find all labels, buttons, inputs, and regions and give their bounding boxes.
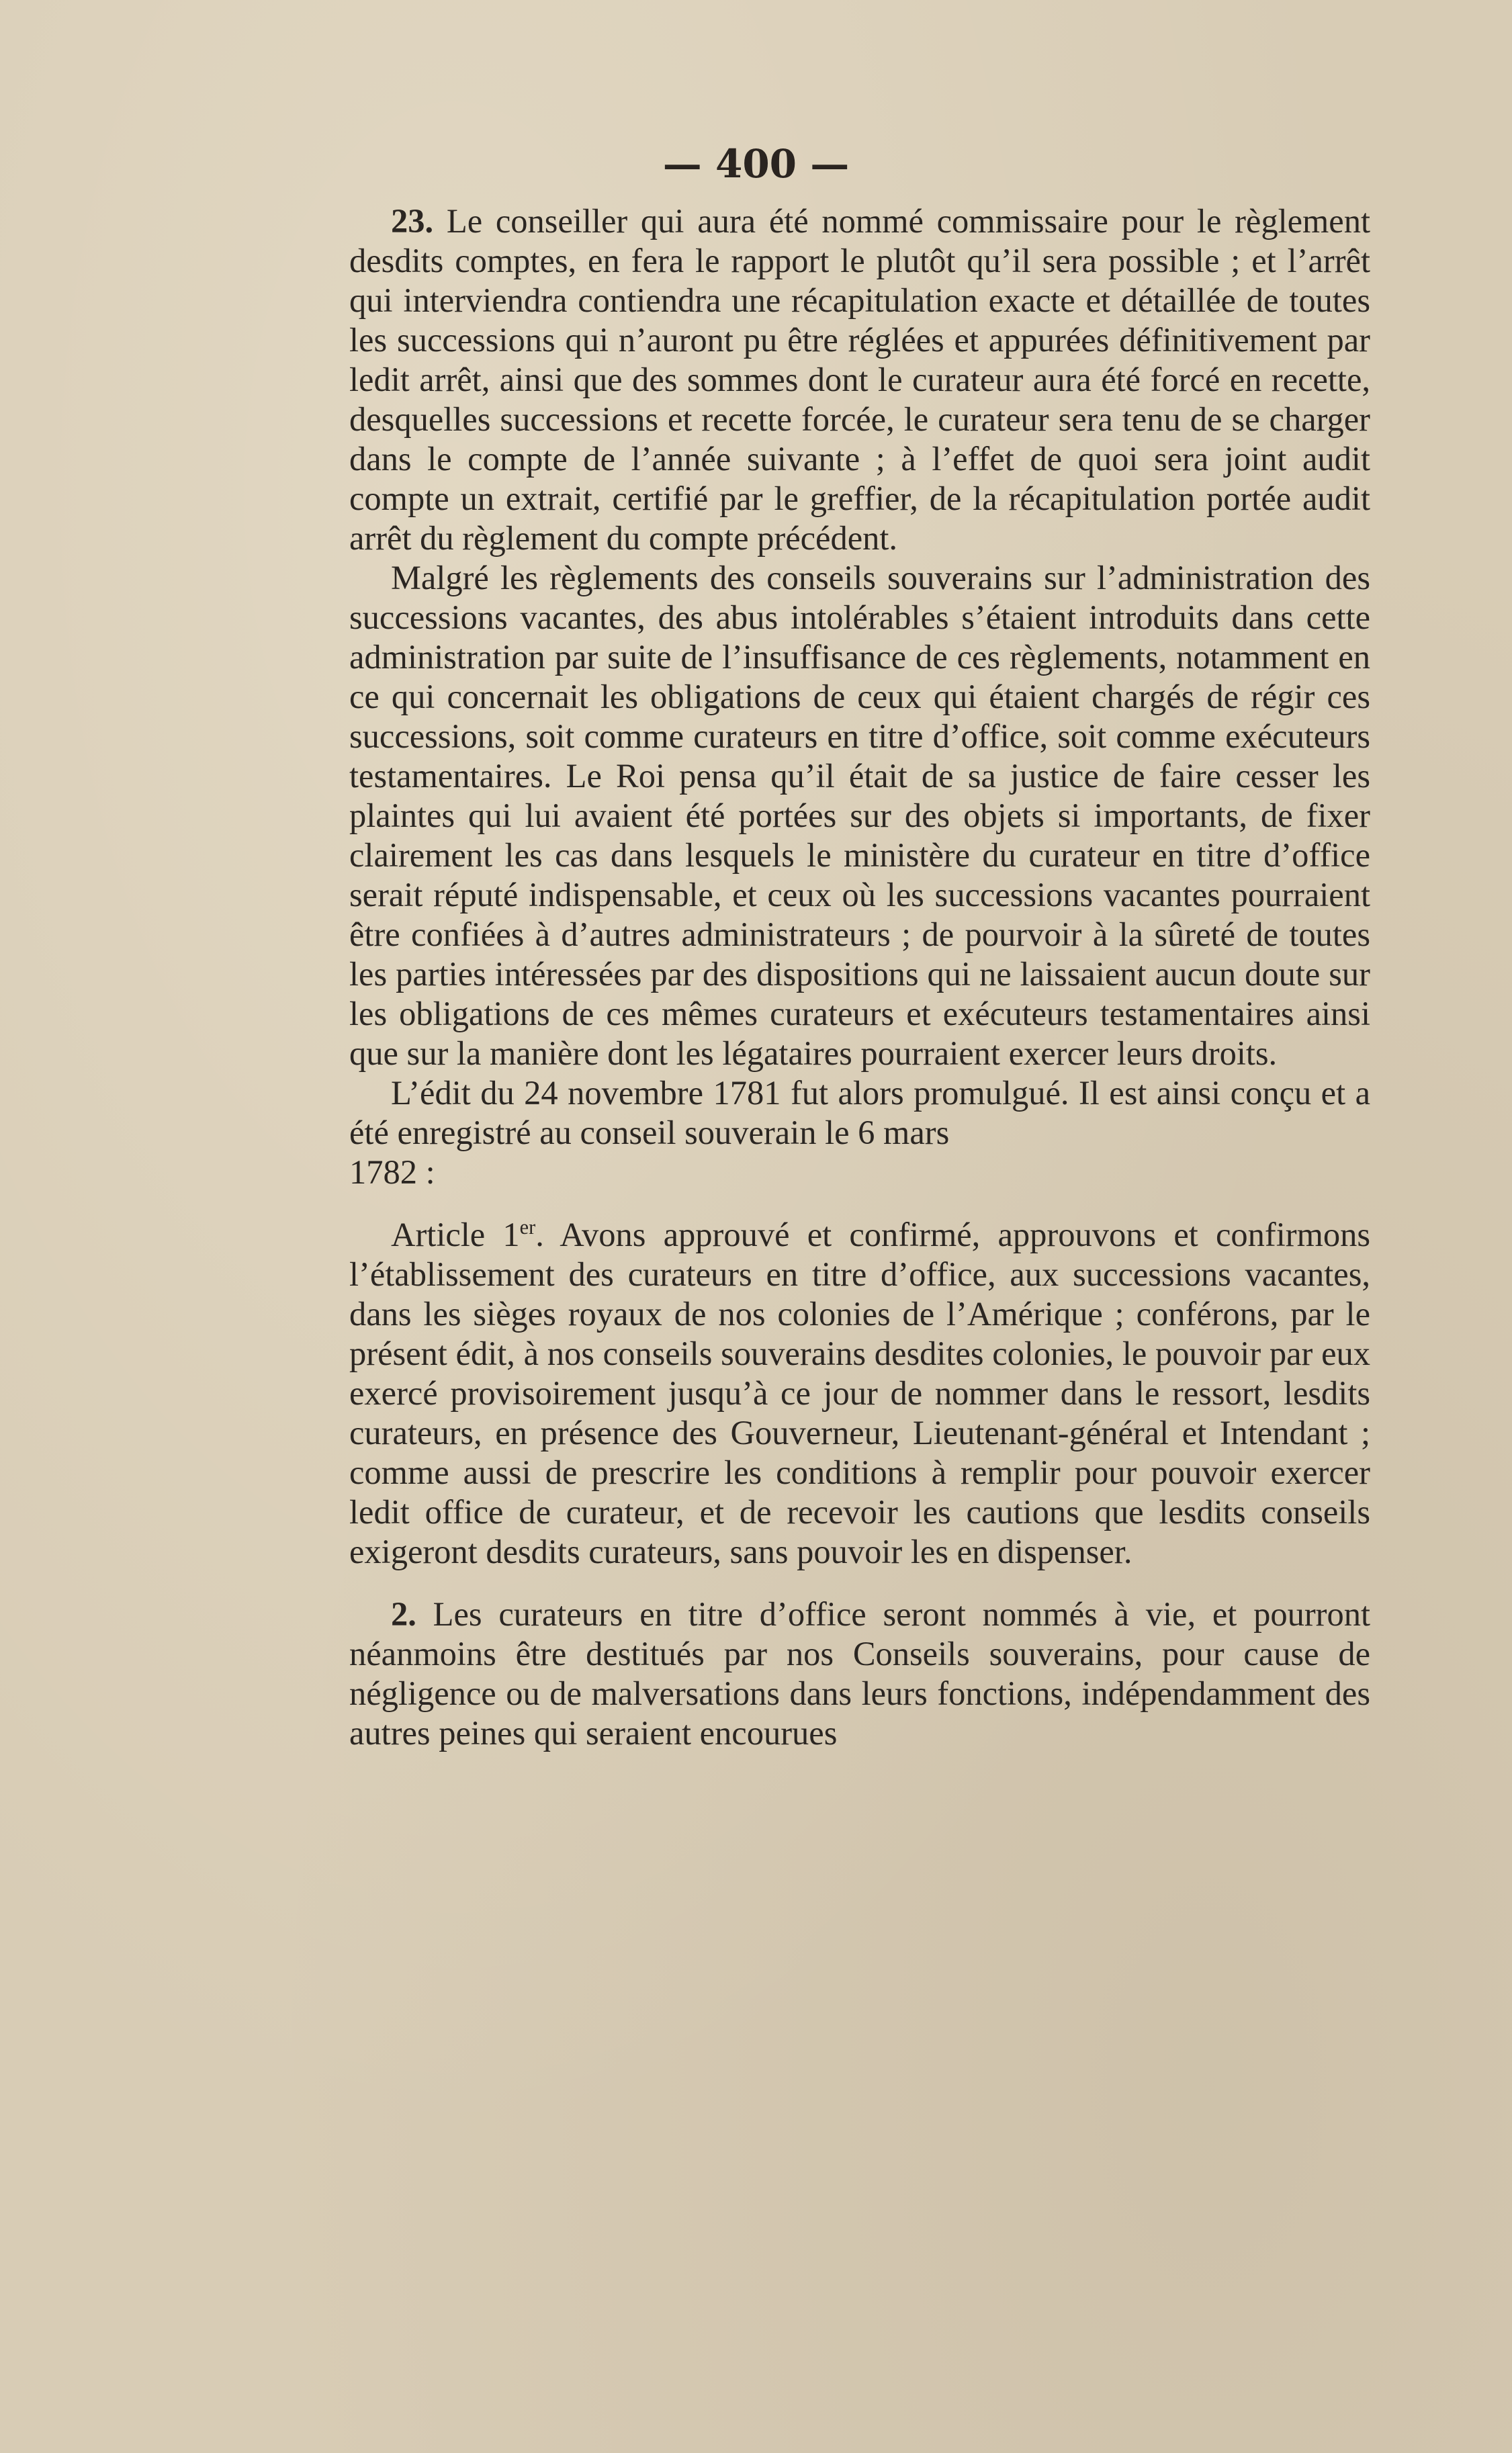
paragraph-text: Avons approuvé et confirmé, approuvons et confirmons l’établissement des curateurs en titre d’office, aux successions vacantes, dans les sièges royaux de nos colonies de l’Amérique ; conférons, par le présent édit, à nos conseils souverains desdites colonies, le pouvoir par eux exercé provisoirement jusqu’à ce jour de nommer dans le ressort, lesdits curateurs, en présence des Gouverneur, Lieutenant-général et Intendant ; comme aussi de prescrire les conditions à remplir pour pouvoir exercer ledit office de curateur, et de recevoir les cautions que lesdits conseils exigeront desdits curateurs, sans pouvoir les en dispenser. [349, 1216, 1370, 1570]
article-label-sup: er [519, 1216, 536, 1239]
paragraph-text: Le conseiller qui aura été nommé commissaire pour le règlement desdits comptes, en fera le rapport le plutôt qu’il sera possible ; et l’arrêt qui interviendra contiendra une récapitulation exacte et détaillée de toutes les successions qui n’auront pu être réglées et appurées définitivement par ledit arrêt, ainsi que des sommes dont le curateur aura été forcé en recette, desquelles successions et recette forcée, le curateur sera tenu de se charger dans le compte de l’année suivante ; à l’effet de quoi sera joint audit compte un extrait, certifié par le greffier, de la récapitulation portée audit arrêt du règlement du compte précédent. [349, 202, 1371, 557]
page-number: — 400 — [662, 141, 850, 187]
article-number: 23. [391, 202, 434, 240]
edit-date-line [349, 1153, 1370, 1192]
article-1 [349, 1215, 1370, 1572]
paragraph-text: Les curateurs en titre d’office seront nommés à vie, et pourront néanmoins être destitués par nos Conseils souverains, pour cause de négligence ou de malversations dans leurs fonctions, indépendamment des autres peines qui seraient encourues [349, 1595, 1371, 1752]
article-number: 2. [391, 1595, 416, 1633]
paragraph-malgre [349, 558, 1370, 1073]
body-text [349, 202, 1370, 1753]
article-label: Article 1 [391, 1216, 520, 1253]
article-2 [349, 1595, 1370, 1753]
edit-date: 1782 : [349, 1153, 435, 1191]
paragraph-text: Malgré les règlements des conseils souverains sur l’administration des successions vacantes, des abus intolérables s’étaient introduits dans cette administration par suite de l’insuffisance de ces règlements, notamment en ce qui concernait les obligations de ceux qui étaient chargés de régir ces successions, soit comme curateurs en titre d’office, soit comme exécuteurs testamentaires. Le Roi pensa qu’il était de sa justice de faire cesser les plaintes qui lui avaient été portées sur des objets si importants, de fixer clairement les cas dans lesquels le ministère du curateur en titre d’office serait réputé indispensable, et ceux où les successions vacantes pourraient être confiées à d’autres administrateurs ; de pourvoir à la sûreté de toutes les parties intéressées par des dispositions qui ne laissaient aucun doute sur les obligations de ces mêmes curateurs et exécuteurs testamentaires ainsi que sur la manière dont les légataires pourraient exercer leurs droits. [349, 559, 1370, 1072]
article-label-end: . [535, 1216, 544, 1253]
paragraph-text: L’édit du 24 novembre 1781 fut alors promulgué. Il est ainsi conçu et a été enregistré au conseil souverain le 6 mars [349, 1074, 1370, 1151]
paragraph-edit [349, 1073, 1370, 1153]
paragraph-23 [349, 202, 1370, 558]
